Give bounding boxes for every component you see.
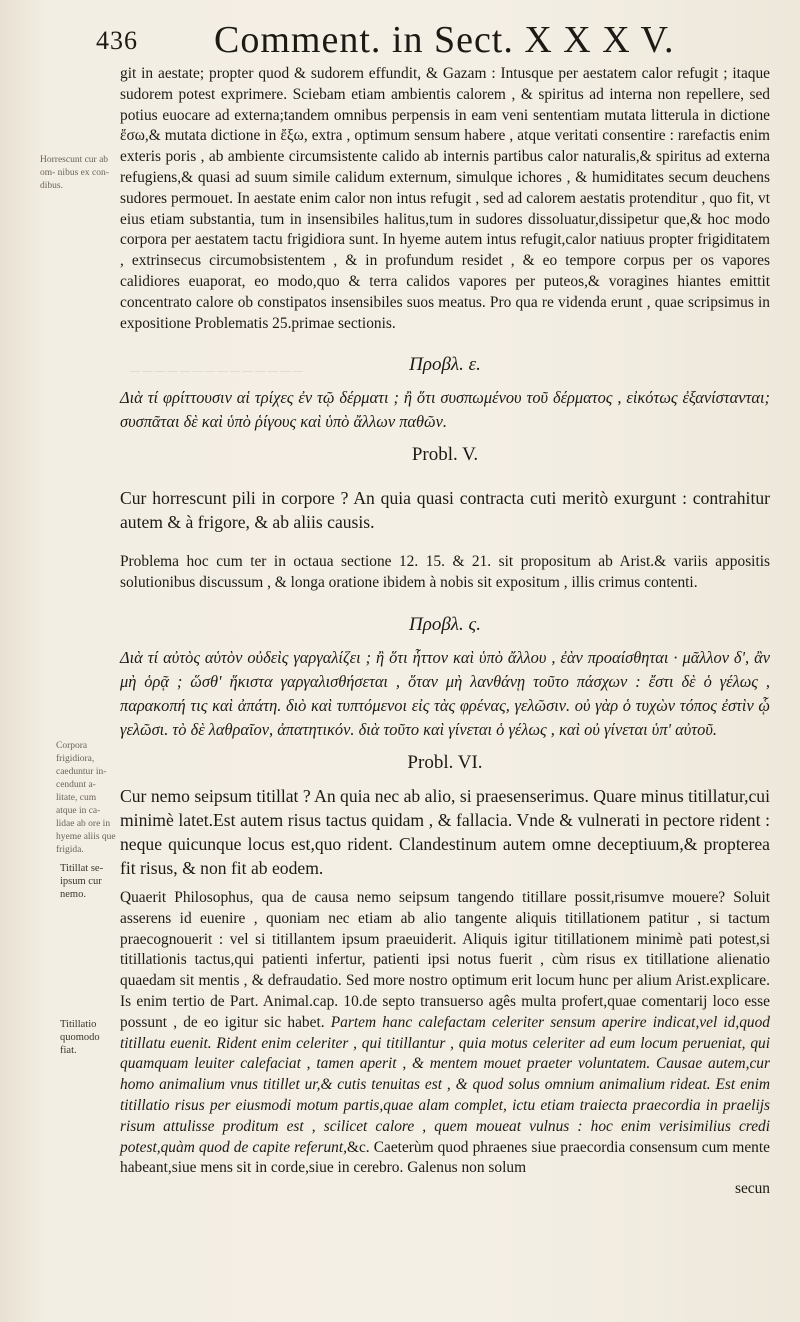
margin-note-titillat: Titillat se- ipsum cur nemo.	[60, 863, 104, 900]
greek-problem-heading-6: Προβλ. ς.	[409, 613, 481, 635]
latin-problem-text-6: Cur nemo seipsum titillat ? An quia nec ab alio, si praesenserimus. Quare minus titillatur,cui minimè latet.Est autem risus tactus quidam , & fallacia. Vnde & vulnerati in pectore rident : neque quicunque locus est,quo rident. Clandestinum autem omne deceptiuum,& propterea fit risus, & non fit ab eodem.	[120, 785, 770, 878]
page-number: 436	[96, 26, 138, 55]
margin-note-horrescunt: Horrescunt cur ab om- nibus ex con- dibus.	[40, 155, 109, 191]
margin-note-corpora: Corpora frigidiora, caeduntur in- cendunt a- litate, cum atque in ca- lidae ab ore in hyeme aliis que frigida.	[56, 741, 116, 855]
greek-problem-heading-5: Προβλ. ε.	[409, 354, 481, 376]
page-header	[96, 18, 776, 66]
bleed-through-text: — — — — — — — — — — — — — —	[130, 365, 303, 377]
commentary-paragraph-2: Problema hoc cum ter in octaua sectione 12. 15. & 21. sit propositum ab Arist.& variis appositis solutionibus discussum , & longa oratione ibidem à nobis sit expositum , illis crimus contenti.	[120, 553, 770, 592]
commentary-roman-part: Quaerit Philosophus, qua de causa nemo seipsum tangendo titillare possit,risumve mouere? Soluit asserens id euenire , quoniam nec etiam ab alio tangente aliquis titillationem patitur , si tactum praecognouerit : vel si titillantem ipsum praeuiderit. Aliquis igitur titillationem minimè pati potest,si titillationis tactus,qui patienti infertur, patienti ipsi notus fuerit , cùm risus ex titillatione alienatio quaedam sit mentis , & defraudatio. Sed more nostro optimum erit locum hunc per alium Arist.explicare. Is enim tertio de Part. Animal.cap. 10.de septo transuerso agês multa profert,quae comentarij loco esse possunt , de eo igitur sic habet.	[120, 888, 770, 1031]
commentary-tail: &c. Caeterùm quod phraenes siue praecordia consensum cum mente habeant,siue mens sit in corde,siue in cerebro. Galenus non solum	[120, 1138, 770, 1177]
commentary-italic-quote: Partem hanc calefactam celeriter sensum aperire indicat,vel id,quod titillatu euenit. Rident enim celeriter , qui titillantur , quia motus celeriter ad eum locum perueniat, qui quamquam leuiter calefaciat , tamen aperit , & mentem mouet praeter voluntatem. Causae autem,cur homo animalium vnus titillet ur,& cutis tenuitas est , & quod solus omnium animalium rideat. Est enim titillatio risus per eiusmodi motum partis,quae alam complet, ictu etiam traiecta praecordia in praelijs risum attulisse proditum est , scilicet calore , quem moueat vulnus : hoc enim verisimilius credi potest,quàm quod de capite referunt,	[120, 1013, 770, 1156]
margin-note-titillatio: Titillatio quomodo fiat.	[60, 1019, 100, 1056]
latin-problem-heading-6: Probl. VI.	[407, 751, 483, 773]
commentary-paragraph-1: git in aestate; propter quod & sudorem effundit, & Gazam : Intusque per aestatem calor refugit ; itaque sudorem potest exprimere. Sciebam etiam ambientis calorem , & spiritus ad interna non repellere, sed potius euocare ad externa;tandem omnibus perpensis in eam veni sententiam mutata litterula in dictione ἔσω,& mutata dictione in ἔξω, extra , optimum sensum habere , atque veritati consentire : rarefactis enim exteris poris , ab ambiente circumsistente calido ab internis partibus calor naturalis,& spiritus ad externa refugiens,& quasi ad suum simile calidum externum, simulque ichores , & humiditates secum deuchens sudores permouet. In aestate enim calor non intus refugit , sed ad calorem aestatis protenditur , quo fit, vt eius etiam substantia, tum in insensibiles halitus,tum in sudores dissoluatur,dissipetur que,& hoc modo corpora per aestatem tactu frigidiora sunt. In hyeme autem intus refugit,calor natiuus propter frigiditatem , extrinsecus circumobsistentem , & in profundum residet , & eo tempore corpus per os vapores calidiores euaporat, eo modo,quo & terra calidos vapores per puteos,& voragines hiantes emittit concentrato calore ob constipatos insensibiles suos meatus. Pro qua re videnda erunt , quae scripsimus in expositione Problematis 25.primae sectionis.	[120, 65, 770, 332]
greek-problem-text-5: Διὰ τί φρίττουσιν αἱ τρίχες ἐν τῷ δέρματι ; ἢ ὅτι συσπωμένου τοῦ δέρματος , εἰκότως ἐξανίστανται; συσπᾶται δὲ καὶ ὑπὸ ῥίγους καὶ ὑπὸ ἄλλων παθῶν.	[120, 388, 770, 432]
latin-problem-heading-5: Probl. V.	[411, 444, 479, 466]
main-text-column	[120, 64, 770, 1200]
greek-problem-text-6: Διὰ τί αὐτὸς αὑτὸν οὐδεὶς γαργαλίζει ; ἢ ὅτι ἧττον καὶ ὑπὸ ἄλλου , ἐὰν προαίσθηται · μᾶλλον δ', ἂν μὴ ὁρᾷ ; ὥσθ' ἥκιστα γαργαλισθήσεται , ὅταν μὴ λανθάνῃ τοῦτο πάσχων : ἔστι δὲ ὁ γέλως , παρακοπή τις καὶ ἀπάτη. διὸ καὶ τυπτόμενοι εἰς τὰς φρένας, γελῶσιν. οὐ γὰρ ὁ τυχὼν τόπος ἐστὶν ᾧ γελῶσι. τὸ δὲ λαθραῖον, ἀπατητικόν. διὰ τοῦτο καὶ γίνεται ὁ γέλως , καὶ οὐ γίνεται ὑπ' αὐτοῦ.	[120, 647, 770, 739]
commentary-paragraph-3	[120, 888, 770, 1179]
latin-problem-text-5: Cur horrescunt pili in corpore ? An quia quasi contracta cuti meritò exurgunt : contrahitur autem & à frigore, & ab aliis causis.	[120, 488, 770, 533]
running-head: Comment. in Sect. X X X V.	[214, 19, 675, 61]
catchword: secun	[734, 1180, 770, 1198]
